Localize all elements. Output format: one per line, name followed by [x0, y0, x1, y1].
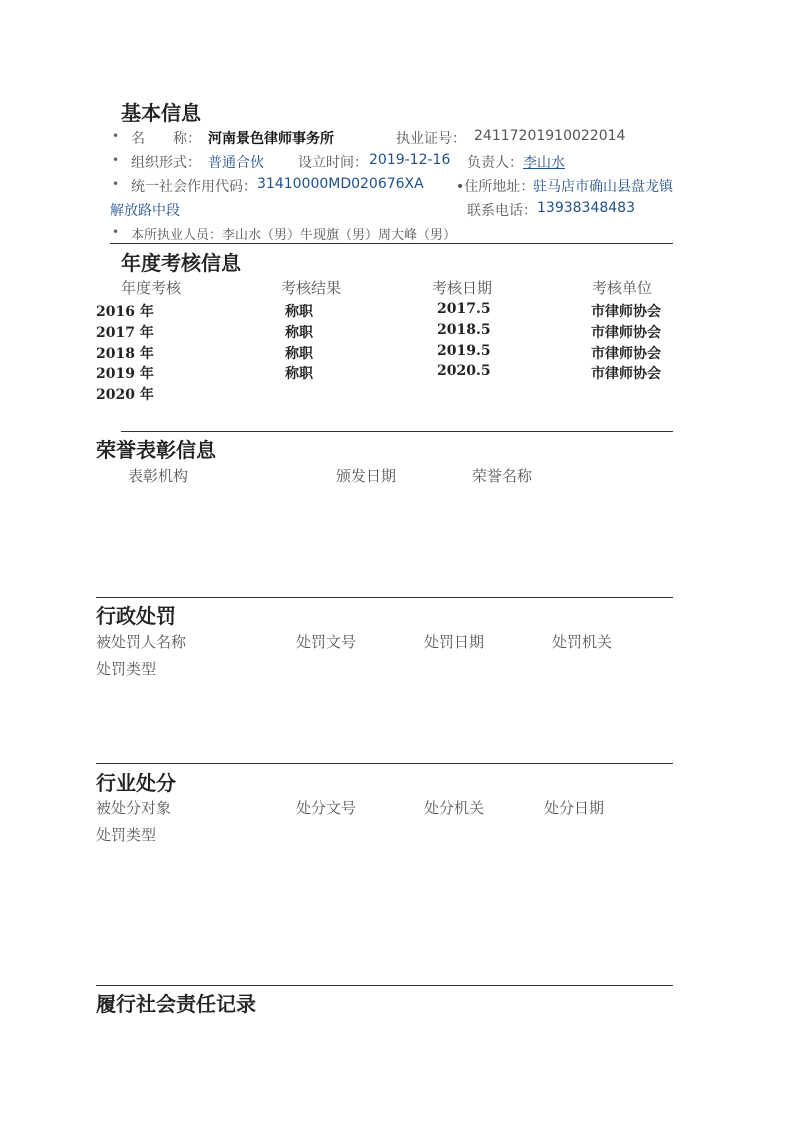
- table-cell-result: 称职: [285, 304, 313, 320]
- org-form-label: 组织形式：: [131, 155, 201, 171]
- honor-title: 荣誉表彰信息: [96, 438, 216, 462]
- table-cell-unit: 市律师协会: [591, 304, 661, 320]
- table-cell-date: 2019.5: [437, 343, 491, 359]
- col-header-honor-date: 颁发日期: [336, 467, 397, 485]
- bullet: •: [112, 225, 120, 239]
- bullet: •: [112, 129, 120, 143]
- social-responsibility-title: 履行社会责任记录: [96, 992, 256, 1016]
- col-header-discipline-doc: 处分文号: [296, 799, 357, 817]
- col-header-disciplined-party: 被处分对象: [96, 799, 172, 817]
- phone-label: 联系电话：: [467, 203, 537, 219]
- credit-code-value: 31410000MD020676XA: [257, 176, 424, 192]
- table-cell-year: 2016 年: [96, 304, 154, 320]
- col-header-penalty-doc: 处罚文号: [296, 633, 357, 651]
- col-header-honor-org: 表彰机构: [128, 467, 189, 485]
- industry-discipline-title: 行业处分: [96, 771, 176, 795]
- col-header-result: 考核结果: [281, 279, 342, 297]
- col-header-unit: 考核单位: [592, 279, 653, 297]
- address-label: •住所地址：: [456, 179, 535, 195]
- admin-penalty-title: 行政处罚: [96, 604, 176, 628]
- table-cell-date: 2020.5: [437, 363, 491, 379]
- org-form-value: 普通合伙: [208, 155, 264, 171]
- table-cell-result: 称职: [285, 366, 313, 382]
- bullet: •: [112, 153, 120, 167]
- table-cell-date: 2017.5: [437, 301, 491, 317]
- setup-date-value: 2019-12-16: [369, 152, 451, 168]
- name-label: 名 称：: [131, 131, 201, 147]
- bullet: •: [112, 177, 120, 191]
- head-person-link[interactable]: 李山水: [523, 155, 565, 171]
- divider: [96, 763, 673, 764]
- col-header-penalty-date: 处罚日期: [424, 633, 485, 651]
- setup-date-label: 设立时间：: [298, 155, 368, 171]
- license-number: 24117201910022014: [474, 128, 626, 144]
- basic-info-title: 基本信息: [121, 101, 201, 125]
- table-cell-date: 2018.5: [437, 322, 491, 338]
- divider: [121, 431, 673, 432]
- address-value-line1: 驻马店市确山县盘龙镇: [533, 179, 673, 195]
- table-cell-year: 2017 年: [96, 325, 154, 341]
- col-header-year: 年度考核: [121, 279, 182, 297]
- col-header-penalty-org: 处罚机关: [552, 633, 613, 651]
- table-cell-result: 称职: [285, 346, 313, 362]
- divider: [110, 243, 673, 244]
- table-cell-year: 2020 年: [96, 387, 154, 403]
- col-header-penalty-type: 处罚类型: [96, 660, 157, 678]
- table-cell-year: 2018 年: [96, 346, 154, 362]
- address-value-line2: 解放路中段: [110, 203, 180, 219]
- col-header-discipline-date: 处分日期: [544, 799, 605, 817]
- head-label: 负责人：: [467, 155, 523, 171]
- table-cell-result: 称职: [285, 325, 313, 341]
- table-cell-unit: 市律师协会: [591, 325, 661, 341]
- table-cell-unit: 市律师协会: [591, 346, 661, 362]
- staff-list: 本所执业人员：李山水（男）牛现旗（男）周大峰（男）: [131, 228, 457, 243]
- col-header-discipline-type: 处罚类型: [96, 826, 157, 844]
- col-header-date: 考核日期: [432, 279, 493, 297]
- license-label: 执业证号：: [396, 131, 466, 147]
- col-header-honor-name: 荣誉名称: [472, 467, 533, 485]
- annual-review-title: 年度考核信息: [121, 251, 241, 275]
- firm-name: 河南景色律师事务所: [208, 131, 334, 147]
- phone-value: 13938348483: [537, 200, 635, 216]
- col-header-penalized-name: 被处罚人名称: [96, 633, 187, 651]
- col-header-discipline-org: 处分机关: [424, 799, 485, 817]
- table-cell-year: 2019 年: [96, 366, 154, 382]
- divider: [96, 985, 673, 986]
- divider: [96, 597, 673, 598]
- table-cell-unit: 市律师协会: [591, 366, 661, 382]
- credit-code-label: 统一社会作用代码：: [131, 179, 257, 195]
